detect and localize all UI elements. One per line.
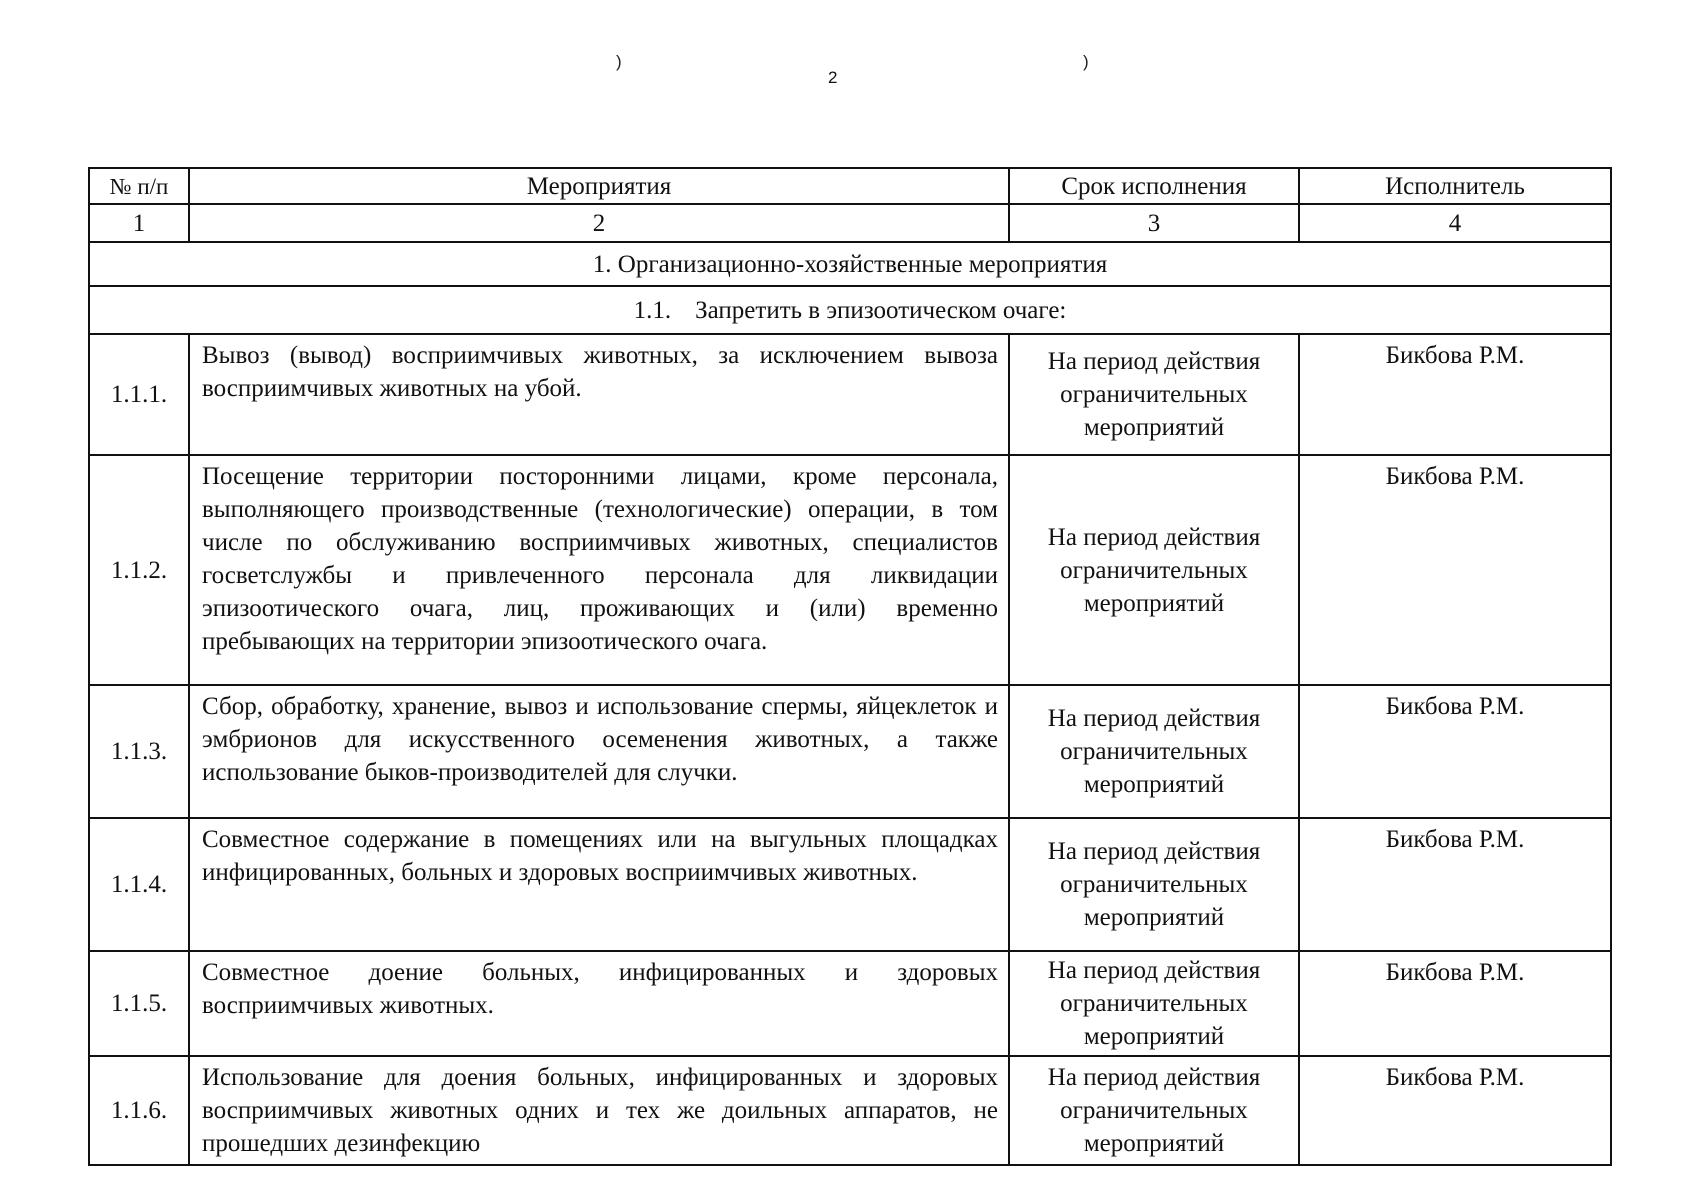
row-deadline: На период действия ограничительных мероприятий: [1009, 1056, 1299, 1165]
row-measure-text: Совместное содержание в помещениях или на выгульных площадках инфицированных, больных и здоровых восприимчивых животных.: [189, 818, 1009, 951]
column-number-2: 2: [189, 204, 1009, 242]
table-row: [89, 951, 1611, 1056]
subsection-cell: [89, 286, 1611, 334]
header-executor: Исполнитель: [1299, 168, 1611, 204]
page-number: 2: [828, 68, 838, 87]
row-measure-text: Совместное доение больных, инфицированных и здоровых восприимчивых животных.: [189, 951, 1009, 1056]
row-number: 1.1.1.: [89, 334, 189, 455]
subsection-number: 1.1.: [633, 296, 672, 324]
column-number-4: 4: [1299, 204, 1611, 242]
row-measure-text: Сбор, обработку, хранение, вывоз и использование спермы, яйцеклеток и эмбрионов для искусственного осеменения животных, а также использование быков-производителей для случки.: [189, 685, 1009, 818]
measures-table: [88, 167, 1612, 1166]
scan-mark-right: ): [1083, 52, 1089, 71]
header-number: № п/п: [89, 168, 189, 204]
row-number: 1.1.5.: [89, 951, 189, 1056]
row-deadline: На период действия ограничительных мероприятий: [1009, 685, 1299, 818]
row-executor: Бикбова Р.М.: [1299, 818, 1611, 951]
subsection-row: [89, 286, 1611, 334]
row-deadline: На период действия ограничительных мероприятий: [1009, 455, 1299, 685]
row-executor: Бикбова Р.М.: [1299, 685, 1611, 818]
row-number: 1.1.2.: [89, 455, 189, 685]
row-deadline: На период действия ограничительных мероприятий: [1009, 334, 1299, 455]
row-executor: Бикбова Р.М.: [1299, 951, 1611, 1056]
table-row: [89, 334, 1611, 455]
row-deadline: На период действия ограничительных мероприятий: [1009, 951, 1299, 1056]
row-measure-text: Использование для доения больных, инфицированных и здоровых восприимчивых животных одних и тех же доильных аппаратов, не прошедших дезинфекцию: [189, 1056, 1009, 1165]
row-number: 1.1.6.: [89, 1056, 189, 1165]
column-number-3: 3: [1009, 204, 1299, 242]
header-deadline: Срок исполнения: [1009, 168, 1299, 204]
row-number: 1.1.4.: [89, 818, 189, 951]
subsection-title: Запретить в эпизоотическом очаге:: [695, 296, 1067, 324]
row-number: 1.1.3.: [89, 685, 189, 818]
row-executor: Бикбова Р.М.: [1299, 334, 1611, 455]
section-title: 1. Организационно-хозяйственные мероприятия: [89, 242, 1611, 286]
row-executor: Бикбова Р.М.: [1299, 455, 1611, 685]
table-row: [89, 685, 1611, 818]
column-number-row: [89, 204, 1611, 242]
row-measure-text: Посещение территории посторонними лицами, кроме персонала, выполняющего производственные (технологические) операции, в том числе по обслуживанию восприимчивых животных, специалистов госветслужбы и привлеченного персонала для ликвидации эпизоотического очага, лиц, проживающих и (или) временно пребывающих на территории эпизоотического очага.: [189, 455, 1009, 685]
column-number-1: 1: [89, 204, 189, 242]
header-measures: Мероприятия: [189, 168, 1009, 204]
row-executor: Бикбова Р.М.: [1299, 1056, 1611, 1165]
table-row: [89, 1056, 1611, 1165]
row-deadline: На период действия ограничительных мероприятий: [1009, 818, 1299, 951]
table-row: [89, 455, 1611, 685]
section-row: [89, 242, 1611, 286]
scan-mark-left: ): [616, 52, 622, 71]
row-measure-text: Вывоз (вывод) восприимчивых животных, за исключением вывоза восприимчивых животных на убой.: [189, 334, 1009, 455]
header-row: [89, 168, 1611, 204]
table-row: [89, 818, 1611, 951]
